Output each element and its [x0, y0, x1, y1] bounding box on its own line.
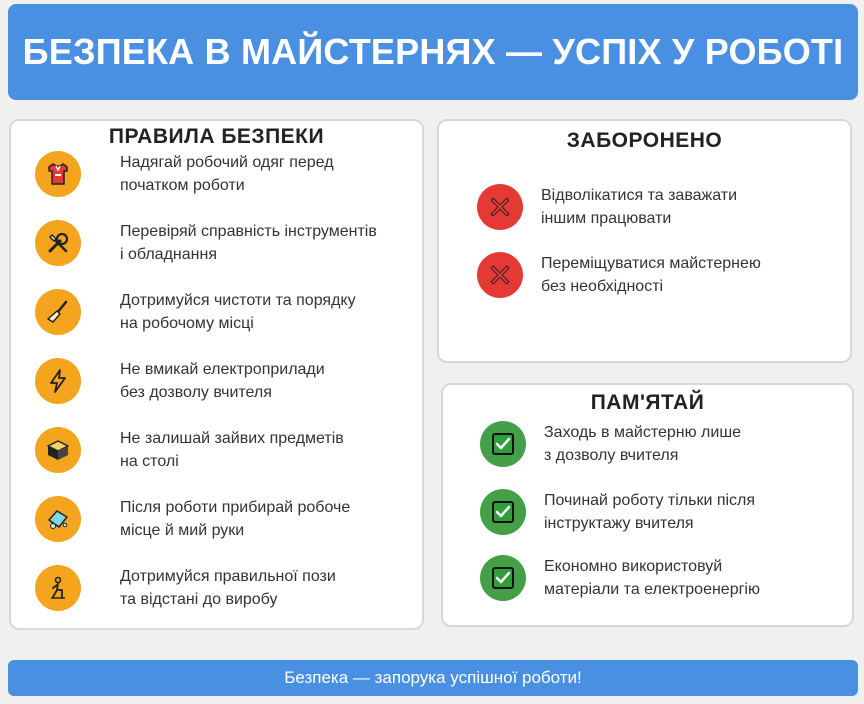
- safety-rules-title: ПРАВИЛА БЕЗПЕКИ: [108, 125, 325, 148]
- forbidden-text: Переміщуватися майстернею без необхідності: [541, 255, 761, 295]
- rule-text: Після роботи прибирай робоче місце й мий руки: [120, 499, 351, 539]
- broom-icon: [35, 289, 81, 335]
- remember-text: Заходь в майстерню лише з дозволу вчителя: [544, 424, 742, 464]
- checkbox-icon: [480, 489, 526, 535]
- page-title: БЕЗПЕКА В МАЙСТЕРНЯХ — УСПІХ У РОБОТІ: [22, 31, 844, 72]
- page-header: [8, 4, 858, 100]
- rule-item: [35, 220, 377, 266]
- forbidden-text: Відволікатися та заважати іншим працювати: [541, 187, 738, 227]
- forbidden-card: [437, 119, 852, 363]
- rule-item: [35, 358, 325, 404]
- cross-icon: [477, 184, 523, 230]
- cross-icon: [477, 252, 523, 298]
- rule-item: [35, 151, 334, 197]
- rule-item: [35, 427, 344, 473]
- rule-text: Дотримуйся правильної пози та відстані до виробу: [120, 568, 336, 608]
- shirt-icon: [35, 151, 81, 197]
- forbidden-item: [477, 184, 737, 230]
- rule-text: Перевіряй справність інструментів і обладнання: [120, 223, 377, 263]
- tools-icon: [35, 220, 81, 266]
- remember-card: [441, 383, 854, 627]
- footer-text: Безпека — запорука успішної роботи!: [284, 668, 582, 687]
- rule-item: [35, 496, 350, 542]
- remember-item: [480, 489, 755, 535]
- safety-rules-card: [9, 119, 424, 630]
- box-icon: [35, 427, 81, 473]
- posture-icon: [35, 565, 81, 611]
- remember-item: [480, 555, 760, 601]
- forbidden-title: ЗАБОРОНЕНО: [566, 129, 723, 152]
- rule-text: Не залишай зайвих предметів на столі: [120, 430, 344, 470]
- soap-icon: [35, 496, 81, 542]
- checkbox-icon: [480, 421, 526, 467]
- remember-text: Починай роботу тільки після інструктажу вчителя: [544, 492, 756, 532]
- footer-banner: [8, 660, 858, 696]
- lightning-icon: [35, 358, 81, 404]
- rule-item: [35, 289, 356, 335]
- remember-title: ПАМ'ЯТАЙ: [590, 391, 705, 414]
- rule-text: Дотримуйся чистоти та порядку на робочому місці: [120, 292, 356, 332]
- rule-text: Надягай робочий одяг перед початком роботи: [120, 154, 334, 194]
- forbidden-item: [477, 252, 761, 298]
- rule-item: [35, 565, 336, 611]
- checkbox-icon: [480, 555, 526, 601]
- remember-item: [480, 421, 741, 467]
- rule-text: Не вмикай електроприлади без дозволу вчителя: [120, 361, 325, 401]
- remember-text: Економно використовуй матеріали та електроенергію: [544, 558, 760, 598]
